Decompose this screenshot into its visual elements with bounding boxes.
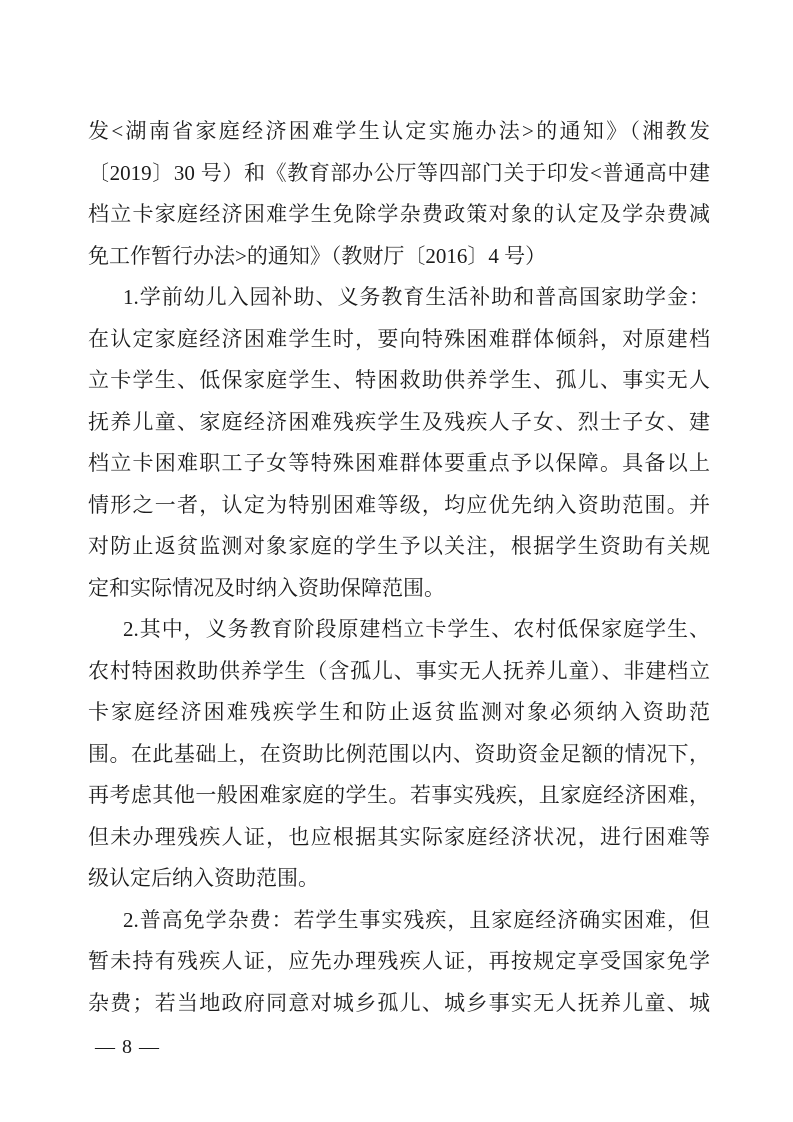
text-line: 卡家庭经济困难残疾学生和防止返贫监测对象必须纳入资助范	[88, 700, 710, 724]
text-line: 立卡学生、低保家庭学生、特困救助供养学生、孤儿、事实无人	[88, 368, 710, 392]
text-line: 但未办理残疾人证，也应根据其实际家庭经济状况，进行困难等	[88, 824, 710, 849]
text-line: 1.学前幼儿入园补助、义务教育生活补助和普高国家助学金：	[123, 285, 710, 309]
text-line: 抚养儿童、家庭经济困难残疾学生及残疾人子女、烈士子女、建	[88, 409, 710, 434]
text-line: 2.其中，义务教育阶段原建档立卡学生、农村低保家庭学生、	[123, 617, 710, 641]
text-line: 定和实际情况及时纳入资助保障范围。	[88, 575, 445, 600]
text-line: 情形之一者，认定为特别困难等级，均应优先纳入资助范围。并	[88, 492, 710, 517]
text-line: 免工作暂行办法>的通知》（教财厅〔2016〕4 号）	[88, 243, 547, 268]
page-number: — 8 —	[95, 1036, 160, 1058]
text-line: 农村特困救助供养学生（含孤儿、事实无人抚养儿童）、非建档立	[88, 658, 710, 683]
text-line: 2.普高免学杂费：若学生事实残疾，且家庭经济确实困难，但	[123, 907, 710, 932]
text-body	[88, 111, 710, 1024]
text-line: 再考虑其他一般困难家庭的学生。若事实残疾，且家庭经济困难，	[88, 783, 710, 807]
text-line: 杂费；若当地政府同意对城乡孤儿、城乡事实无人抚养儿童、城	[88, 990, 710, 1015]
text-line: 〔2019〕30 号）和《教育部办公厅等四部门关于印发<普通高中建	[88, 160, 710, 185]
text-line: 在认定家庭经济困难学生时，要向特殊困难群体倾斜，对原建档	[88, 326, 710, 351]
text-line: 发<湖南省家庭经济困难学生认定实施办法>的通知》（湘教发	[88, 119, 710, 143]
text-line: 围。在此基础上，在资助比例范围以内、资助资金足额的情况下，	[88, 741, 710, 766]
text-line: 对防止返贫监测对象家庭的学生予以关注，根据学生资助有关规	[88, 534, 710, 558]
text-line: 级认定后纳入资助范围。	[88, 866, 319, 890]
text-line: 档立卡困难职工子女等特殊困难群体要重点予以保障。具备以上	[88, 451, 710, 475]
text-line: 暂未持有残疾人证，应先办理残疾人证，再按规定享受国家免学	[88, 949, 710, 973]
text-line: 档立卡家庭经济困难学生免除学杂费政策对象的认定及学杂费减	[88, 202, 710, 226]
